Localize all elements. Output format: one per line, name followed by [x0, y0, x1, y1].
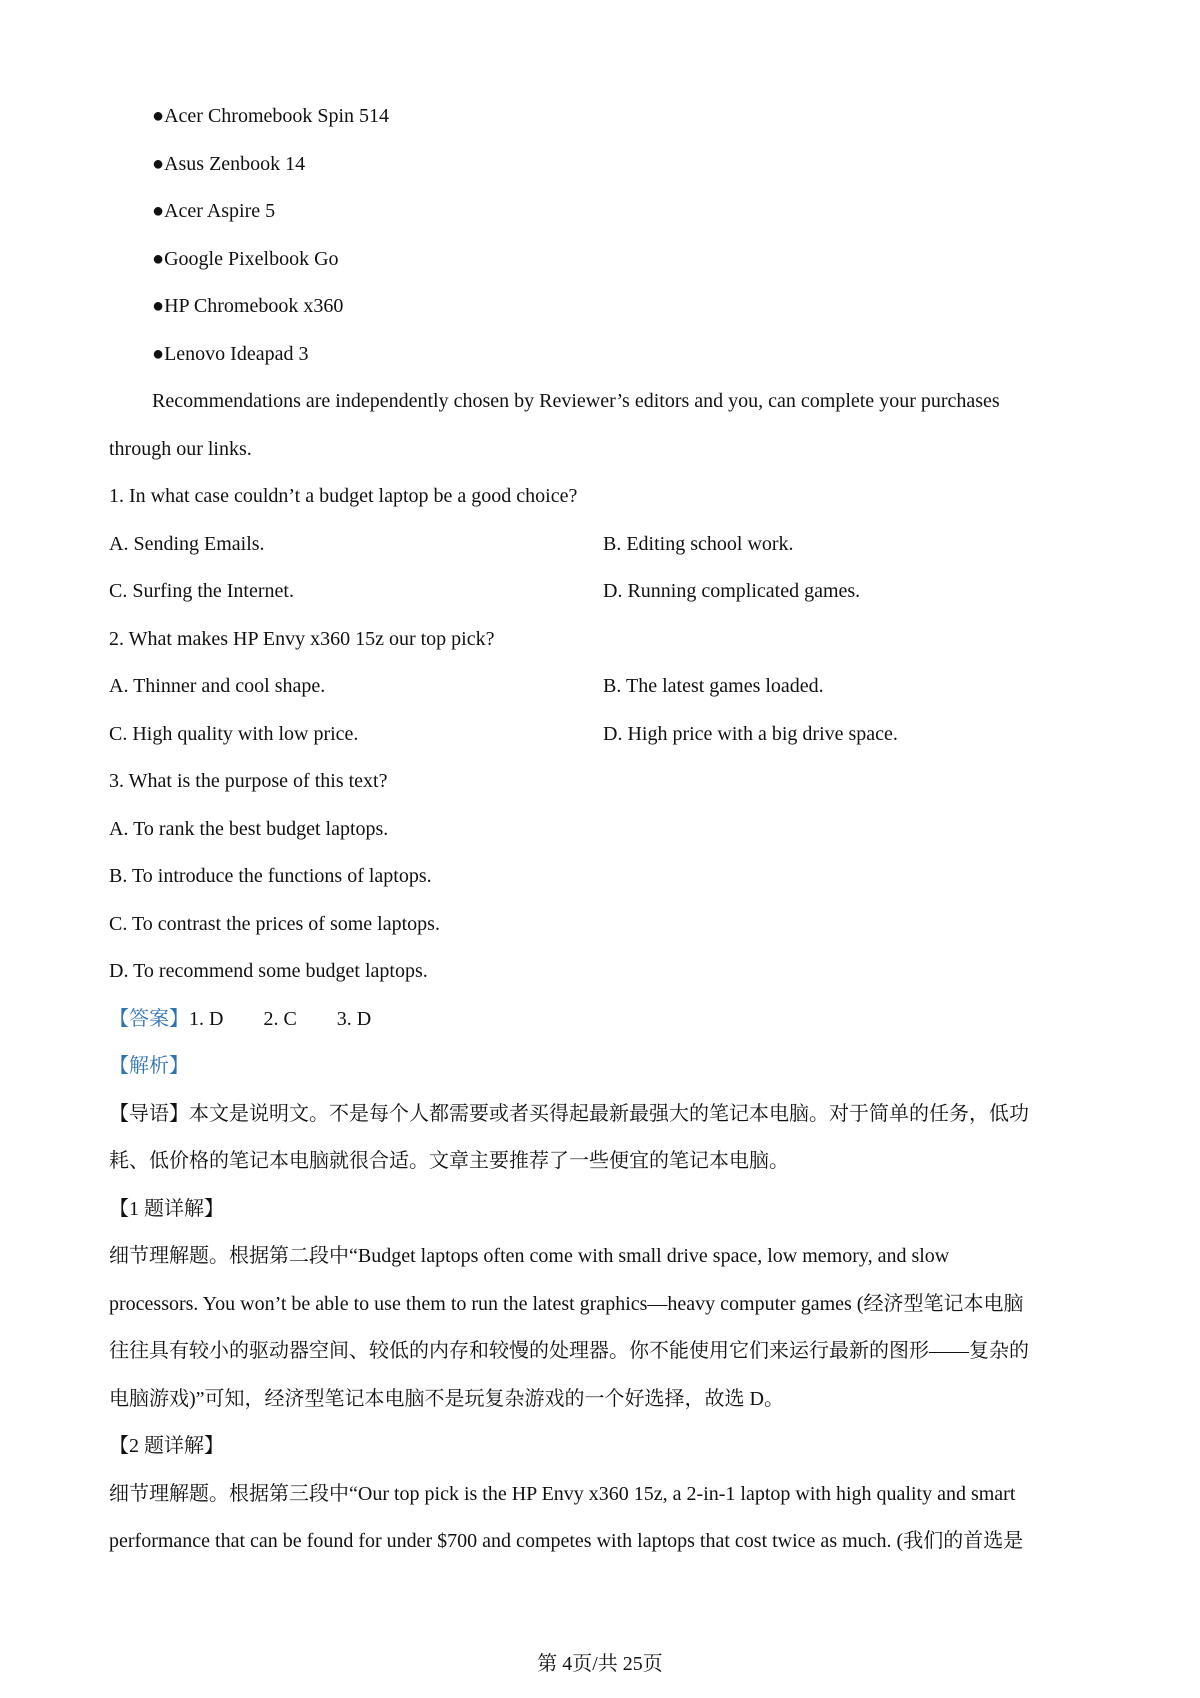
detail-2-heading: 【2 题详解】 — [109, 1435, 224, 1457]
guide-line-1: 【导语】本文是说明文。不是每个人都需要或者买得起最新最强大的笔记本电脑。对于简单的任务，低功 — [109, 1103, 1029, 1125]
detail-2-line: 细节理解题。根据第三段中“Our top pick is the HP Envy x360 15z, a 2-in-1 laptop with high quality and smart — [109, 1483, 1016, 1505]
option-1d: D. Running complicated games. — [603, 580, 861, 602]
answer-item: 1. D — [189, 1008, 224, 1030]
detail-2-line: performance that can be found for under $700 and competes with laptops that cost twice as much. (我们的首选是 — [109, 1530, 1024, 1552]
detail-1-line: 往往具有较小的驱动器空间、较低的内存和较慢的处理器。你不能使用它们来运行最新的图形——复杂的 — [109, 1340, 1029, 1362]
option-1b: B. Editing school work. — [603, 533, 794, 555]
option-2c: C. High quality with low price. — [109, 723, 359, 745]
bullet-item: ●HP Chromebook x360 — [152, 295, 344, 317]
answer-item: 3. D — [336, 1008, 372, 1030]
option-3d: D. To recommend some budget laptops. — [109, 960, 428, 982]
detail-1-line: 电脑游戏)”可知，经济型笔记本电脑不是玩复杂游戏的一个好选择，故选 D。 — [109, 1388, 784, 1410]
bullet-item: ●Lenovo Ideapad 3 — [152, 343, 309, 365]
detail-1-line: processors. You won’t be able to use them to run the latest graphics—heavy computer games (经济型笔记本电脑 — [109, 1293, 1024, 1315]
answer-item: 2. C — [263, 1008, 297, 1030]
answer-line — [109, 1006, 371, 1032]
recommendation-line-1: Recommendations are independently chosen by Reviewer’s editors and you, can complete your purchases — [152, 390, 1000, 412]
question-stem-3: 3. What is the purpose of this text? — [109, 770, 388, 792]
guide-line-2: 耗、低价格的笔记本电脑就很合适。文章主要推荐了一些便宜的笔记本电脑。 — [109, 1150, 789, 1172]
detail-1-line: 细节理解题。根据第二段中“Budget laptops often come with small drive space, low memory, and slow — [109, 1245, 950, 1267]
bullet-item: ●Acer Aspire 5 — [152, 200, 276, 222]
question-stem-2: 2. What makes HP Envy x360 15z our top pick? — [109, 628, 495, 650]
question-stem-1: 1. In what case couldn’t a budget laptop be a good choice? — [109, 485, 578, 507]
option-1c: C. Surfing the Internet. — [109, 580, 294, 602]
bullet-item: ●Acer Chromebook Spin 514 — [152, 105, 390, 127]
option-3b: B. To introduce the functions of laptops. — [109, 865, 432, 887]
option-2a: A. Thinner and cool shape. — [109, 675, 326, 697]
bullet-item: ●Google Pixelbook Go — [152, 248, 339, 270]
analysis-label: 【解析】 — [109, 1055, 189, 1077]
option-2d: D. High price with a big drive space. — [603, 723, 898, 745]
option-3a: A. To rank the best budget laptops. — [109, 818, 389, 840]
option-3c: C. To contrast the prices of some laptops. — [109, 913, 440, 935]
recommendation-line-2: through our links. — [109, 438, 252, 460]
page-footer: 第 4页/共 25页 — [537, 1653, 663, 1675]
option-2b: B. The latest games loaded. — [603, 675, 824, 697]
bullet-item: ●Asus Zenbook 14 — [152, 153, 306, 175]
detail-1-heading: 【1 题详解】 — [109, 1198, 224, 1220]
answer-label: 【答案】 — [109, 1008, 189, 1030]
option-1a: A. Sending Emails. — [109, 533, 265, 555]
